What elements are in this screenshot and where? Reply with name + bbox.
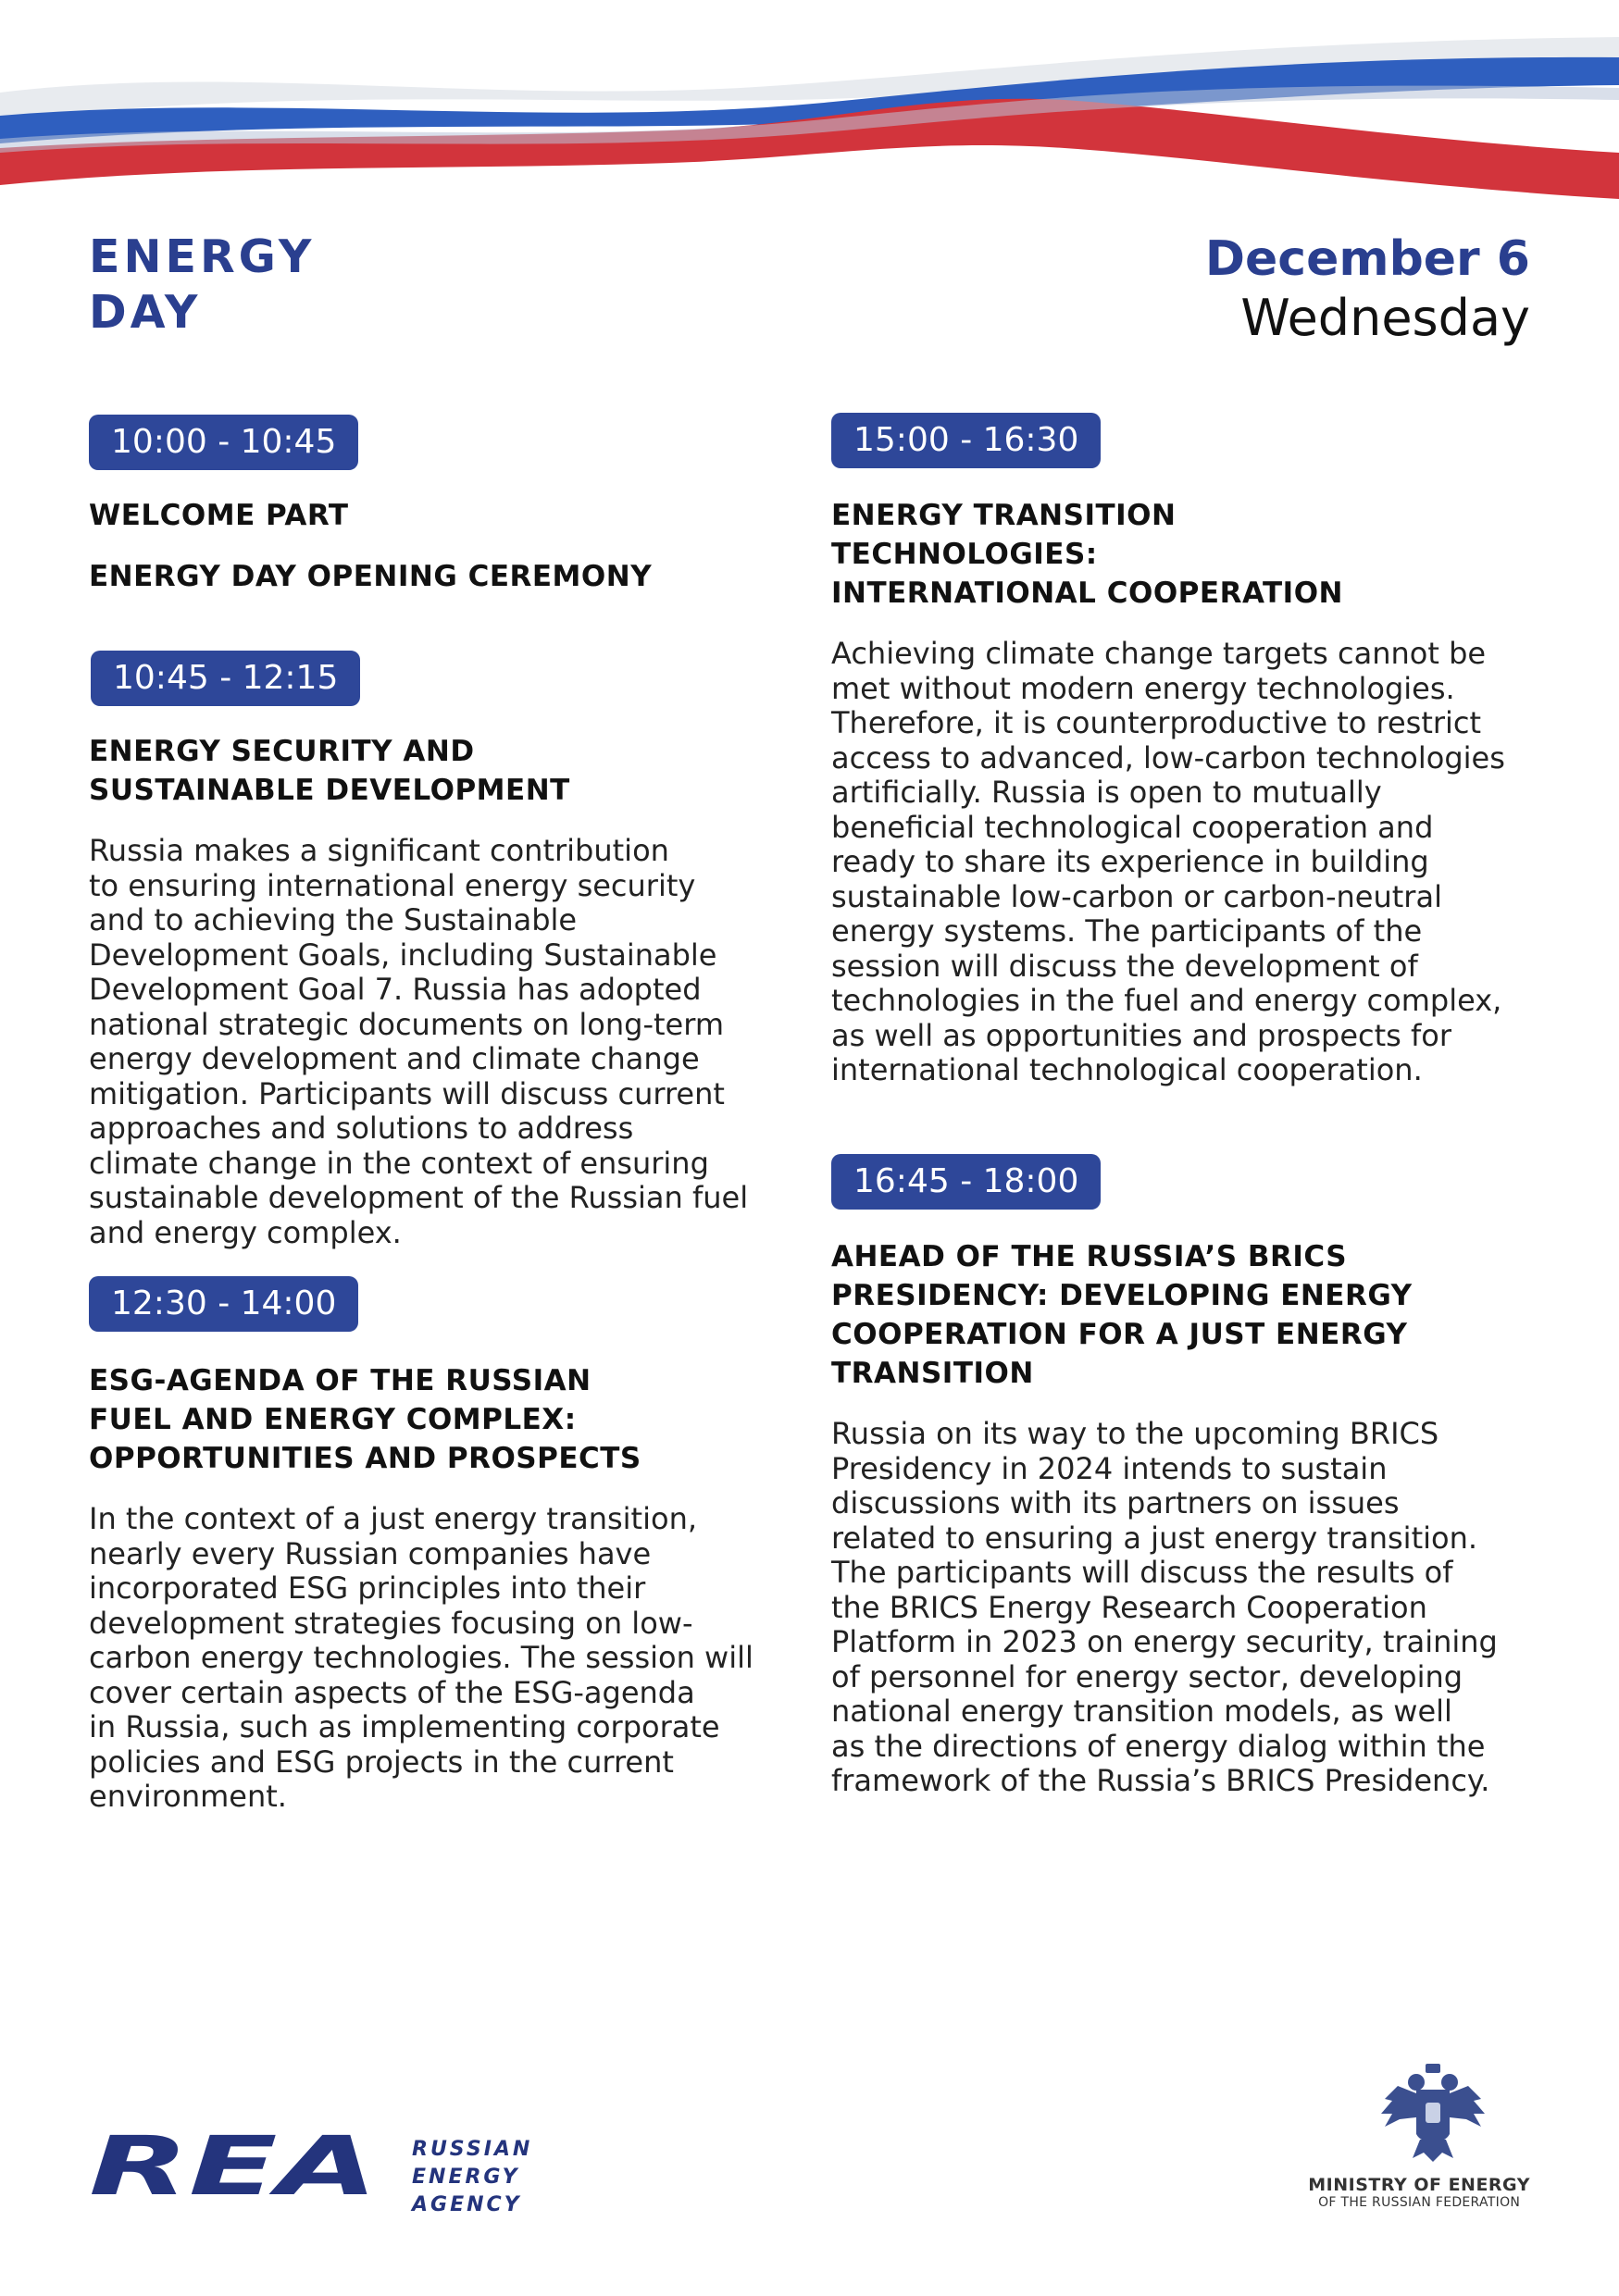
double-headed-eagle-emblem-icon bbox=[1379, 2062, 1487, 2166]
description-line: Russia on its way to the upcoming BRICS bbox=[831, 1416, 1439, 1451]
description-line: ready to share its experience in building bbox=[831, 844, 1429, 879]
description-line: energy systems. The participants of the bbox=[831, 913, 1423, 949]
description-line: met without modern energy technologies. bbox=[831, 670, 1455, 706]
rea-logo bbox=[89, 2133, 385, 2202]
description-line: energy development and climate change bbox=[89, 1041, 700, 1076]
description-line: technologies in the fuel and energy complex, bbox=[831, 983, 1502, 1018]
session-esg-agenda bbox=[89, 1276, 792, 1815]
description-line: to ensuring international energy security bbox=[89, 867, 696, 903]
description-line: national energy transition models, as well bbox=[831, 1694, 1452, 1729]
rea-name-line: ENERGY bbox=[412, 2166, 520, 2189]
description-line: The participants will discuss the results of bbox=[831, 1555, 1453, 1590]
time-badge: 10:45 - 12:15 bbox=[91, 651, 360, 706]
description-line: environment. bbox=[89, 1779, 287, 1814]
description-line: as the directions of energy dialog within the bbox=[831, 1728, 1486, 1764]
description-line: sustainable low-carbon or carbon-neutral bbox=[831, 878, 1442, 914]
description-line: Presidency in 2024 intends to sustain bbox=[831, 1450, 1388, 1486]
description-line: climate change in the context of ensuring bbox=[89, 1145, 709, 1181]
session-heading bbox=[831, 1237, 1535, 1393]
description-line: In the context of a just energy transition, bbox=[89, 1501, 698, 1536]
description-line: nearly every Russian companies have bbox=[89, 1535, 652, 1571]
description-line: the BRICS Energy Research Cooperation bbox=[831, 1589, 1427, 1625]
event-date: December 6 bbox=[1204, 231, 1530, 287]
description-line: Therefore, it is counterproductive to restrict bbox=[831, 705, 1482, 740]
description-line: approaches and solutions to address bbox=[89, 1111, 634, 1146]
time-badge: 15:00 - 16:30 bbox=[831, 413, 1101, 468]
description-line: and energy complex. bbox=[89, 1214, 402, 1250]
session-welcome bbox=[89, 415, 792, 596]
heading-line: ESG-AGENDA OF THE RUSSIAN bbox=[89, 1364, 592, 1397]
description-line: Russia makes a significant contribution bbox=[89, 833, 669, 868]
heading-line: SUSTAINABLE DEVELOPMENT bbox=[89, 774, 570, 807]
description-line: and to achieving the Sustainable bbox=[89, 902, 578, 937]
session-description bbox=[831, 1417, 1535, 1799]
description-line: incorporated ESG principles into their bbox=[89, 1570, 646, 1606]
title-line: DAY bbox=[89, 286, 202, 339]
heading-line: ENERGY DAY OPENING CEREMONY bbox=[89, 560, 653, 593]
description-line: international technological cooperation. bbox=[831, 1052, 1423, 1087]
description-line: mitigation. Participants will discuss current bbox=[89, 1075, 725, 1111]
description-line: Platform in 2023 on energy security, training bbox=[831, 1624, 1498, 1659]
rea-name-line: RUSSIAN bbox=[412, 2138, 533, 2161]
description-line: access to advanced, low-carbon technologies bbox=[831, 739, 1505, 776]
session-energy-security bbox=[89, 651, 792, 1250]
session-heading bbox=[89, 1361, 792, 1478]
description-line: session will discuss the development of bbox=[831, 948, 1418, 984]
session-heading bbox=[89, 732, 792, 810]
rea-name-line: AGENCY bbox=[412, 2193, 522, 2216]
session-transition-technologies bbox=[831, 413, 1535, 1088]
description-line: cover certain aspects of the ESG-agenda bbox=[89, 1674, 695, 1710]
heading-line: TECHNOLOGIES: bbox=[831, 538, 1098, 571]
session-description bbox=[89, 834, 792, 1250]
description-line: framework of the Russia’s BRICS Presidency. bbox=[831, 1763, 1490, 1798]
title-line: ENERGY bbox=[89, 230, 316, 283]
event-weekday: Wednesday bbox=[1240, 289, 1530, 347]
heading-line: PRESIDENCY: DEVELOPING ENERGY bbox=[831, 1279, 1413, 1312]
description-line: of personnel for energy sector, developing bbox=[831, 1658, 1463, 1694]
heading-line: AHEAD OF THE RUSSIA’S BRICS bbox=[831, 1240, 1348, 1273]
rea-agency-name bbox=[412, 2136, 532, 2219]
heading-line: INTERNATIONAL COOPERATION bbox=[831, 577, 1344, 610]
time-badge: 16:45 - 18:00 bbox=[831, 1154, 1101, 1210]
page-title bbox=[89, 230, 315, 341]
flag-ribbon-decoration bbox=[0, 0, 1619, 213]
ministry-name: MINISTRY OF ENERGY bbox=[1308, 2175, 1530, 2195]
heading-line: TRANSITION bbox=[831, 1357, 1034, 1390]
heading-line: OPPORTUNITIES AND PROSPECTS bbox=[89, 1442, 641, 1475]
description-line: sustainable development of the Russian fuel bbox=[89, 1180, 749, 1215]
description-line: as well as opportunities and prospects for bbox=[831, 1017, 1451, 1053]
heading-line: ENERGY SECURITY AND bbox=[89, 735, 475, 768]
session-description bbox=[831, 637, 1535, 1088]
description-line: discussions with its partners on issues bbox=[831, 1485, 1400, 1520]
session-description bbox=[89, 1502, 792, 1815]
description-line: in Russia, such as implementing corporate bbox=[89, 1709, 720, 1744]
rea-logo-text: REA bbox=[89, 2133, 378, 2202]
description-line: beneficial technological cooperation and bbox=[831, 809, 1434, 845]
description-line: artificially. Russia is open to mutually bbox=[831, 775, 1382, 810]
description-line: Development Goals, including Sustainable bbox=[89, 937, 717, 973]
session-brics-presidency bbox=[831, 1154, 1535, 1799]
date-block bbox=[1205, 230, 1530, 348]
session-heading bbox=[831, 496, 1535, 613]
ministry-label bbox=[1308, 2175, 1530, 2210]
time-badge: 12:30 - 14:00 bbox=[89, 1276, 358, 1332]
heading-line: ENERGY TRANSITION bbox=[831, 499, 1177, 532]
session-heading bbox=[89, 496, 792, 596]
heading-line: FUEL AND ENERGY COMPLEX: bbox=[89, 1403, 577, 1436]
description-line: Achieving climate change targets cannot be bbox=[831, 636, 1487, 671]
heading-line: WELCOME PART bbox=[89, 499, 349, 532]
time-badge: 10:00 - 10:45 bbox=[89, 415, 358, 470]
description-line: related to ensuring a just energy transition. bbox=[831, 1520, 1478, 1556]
description-line: Development Goal 7. Russia has adopted bbox=[89, 972, 702, 1007]
description-line: national strategic documents on long-term bbox=[89, 1006, 724, 1042]
heading-line: COOPERATION FOR A JUST ENERGY bbox=[831, 1318, 1408, 1351]
description-line: development strategies focusing on low- bbox=[89, 1605, 693, 1641]
description-line: policies and ESG projects in the current bbox=[89, 1744, 674, 1780]
description-line: carbon energy technologies. The session will bbox=[89, 1640, 753, 1675]
ministry-subtitle: OF THE RUSSIAN FEDERATION bbox=[1318, 2195, 1521, 2210]
